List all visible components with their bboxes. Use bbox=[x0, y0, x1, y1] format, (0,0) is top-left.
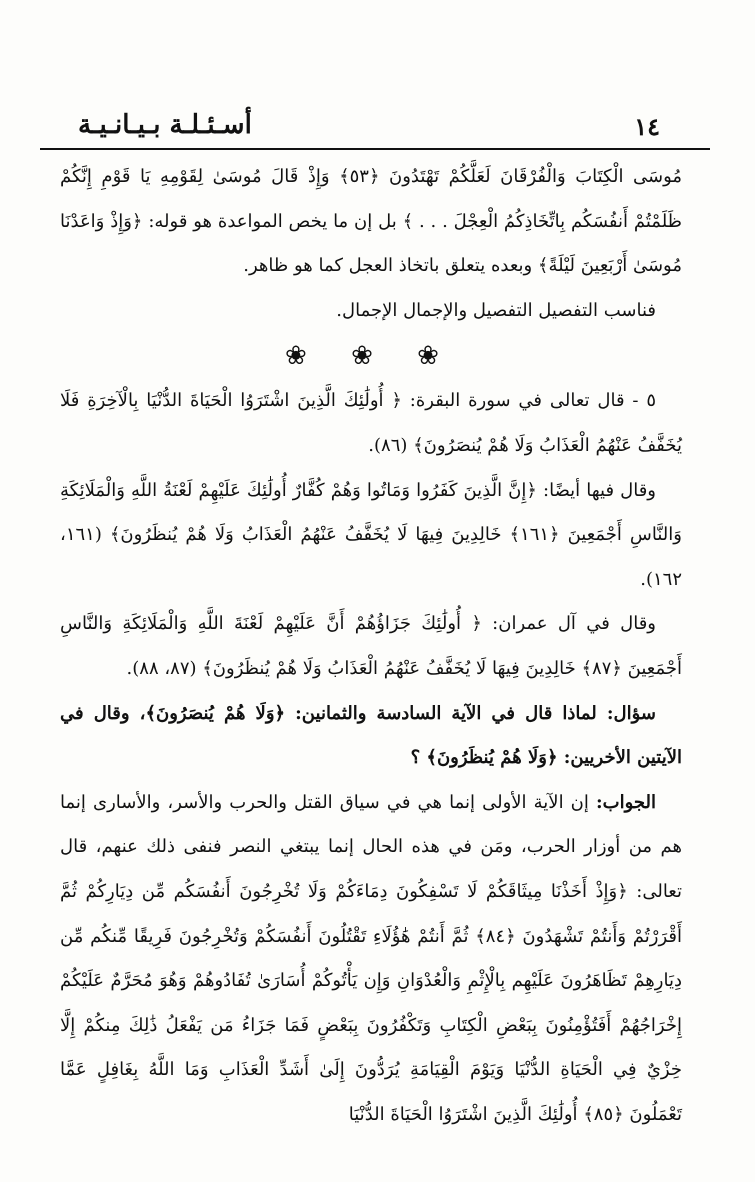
page-header bbox=[40, 108, 710, 150]
paragraph-3: ٥ - قال تعالى في سورة البقرة: ﴿ أُولَٰئِكَ الَّذِينَ اشْتَرَوُا الْحَيَاةَ الدُّنْيَا بِالْآخِرَةِ فَلَا يُخَفَّفُ عَنْهُمُ الْعَذَابُ وَلَا هُمْ يُنصَرُونَ﴾ (٨٦). bbox=[60, 390, 682, 456]
page-number: ١٤ bbox=[634, 112, 660, 141]
answer-label: الجواب: bbox=[595, 791, 656, 813]
question-text: لماذا قال في الآية السادسة والثمانين: ﴿وَلَا هُمْ يُنصَرُونَ﴾، وقال في الآيتين الأخريين: ﴿وَلَا هُمْ يُنظَرُونَ﴾ ؟ bbox=[60, 702, 682, 769]
flower-ornament-icon: ❀ ❀ ❀ bbox=[285, 341, 457, 372]
running-title: أسـئـلـة بـيـانـيـة bbox=[78, 110, 252, 140]
question-paragraph bbox=[60, 692, 682, 781]
answer-text: إن الآية الأولى إنما هي في سياق القتل والحرب والأسر، والأسارى إنما هم من أوزار الحرب، ومَن في هذه الحال إنما يبتغي النصر فنفى ذلك عنهم، قال تعالى: ﴿وَإِذْ أَخَذْنَا مِيثَاقَكُمْ لَا تَسْفِكُونَ دِمَاءَكُمْ وَلَا تُخْرِجُونَ أَنفُسَكُم مِّن دِيَارِكُمْ ثُمَّ أَقْرَرْتُمْ وَأَنتُمْ تَشْهَدُونَ ﴿٨٤﴾ ثُمَّ أَنتُمْ هَٰؤُلَاءِ تَقْتُلُونَ أَنفُسَكُمْ وَتُخْرِجُونَ فَرِيقًا مِّنكُم مِّن دِيَارِهِمْ تَظَاهَرُونَ عَلَيْهِم بِالْإِثْمِ وَالْعُدْوَانِ وَإِن يَأْتُوكُمْ أُسَارَىٰ تُفَادُوهُمْ وَهُوَ مُحَرَّمٌ عَلَيْكُمْ إِخْرَاجُهُمْ أَفَتُؤْمِنُونَ بِبَعْضِ الْكِتَابِ وَتَكْفُرُونَ بِبَعْضٍ فَمَا جَزَاءُ مَن يَفْعَلُ ذَٰلِكَ مِنكُمْ إِلَّا خِزْيٌ فِي الْحَيَاةِ الدُّنْيَا وَيَوْمَ الْقِيَامَةِ يُرَدُّونَ إِلَىٰ أَشَدِّ الْعَذَابِ وَمَا اللَّهُ بِغَافِلٍ عَمَّا تَعْمَلُونَ ﴿٨٥﴾ أُولَٰئِكَ الَّذِينَ اشْتَرَوُا الْحَيَاةَ الدُّنْيَا bbox=[60, 791, 682, 1125]
question-label: سؤال: bbox=[606, 702, 656, 724]
paragraph-2: فناسب التفصيل التفصيل والإجمال الإجمال. bbox=[336, 299, 656, 321]
answer-paragraph bbox=[60, 781, 682, 1138]
paragraph-5: وقال في آل عمران: ﴿ أُولَٰئِكَ جَزَاؤُهُمْ أَنَّ عَلَيْهِمْ لَعْنَةَ اللَّهِ وَالْمَلَائِكَةِ وَالنَّاسِ أَجْمَعِينَ ﴿٨٧﴾ خَالِدِينَ فِيهَا لَا يُخَفَّفُ عَنْهُمُ الْعَذَابُ وَلَا هُمْ يُنظَرُونَ﴾ (٨٧، ٨٨). bbox=[60, 613, 682, 679]
paragraph-4: وقال فيها أيضًا: ﴿إِنَّ الَّذِينَ كَفَرُوا وَمَاتُوا وَهُمْ كُفَّارٌ أُولَٰئِكَ عَلَيْهِمْ لَعْنَةُ اللَّهِ وَالْمَلَائِكَةِ وَالنَّاسِ أَجْمَعِينَ ﴿١٦١﴾ خَالِدِينَ فِيهَا لَا يُخَفَّفُ عَنْهُمُ الْعَذَابُ وَلَا هُمْ يُنظَرُونَ﴾ (١٦١، ١٦٢). bbox=[60, 479, 682, 590]
paragraph-1: مُوسَى الْكِتَابَ وَالْفُرْقَانَ لَعَلَّكُمْ تَهْتَدُونَ ﴿٥٣﴾ وَإِذْ قَالَ مُوسَىٰ لِقَوْمِهِ يَا قَوْمِ إِنَّكُمْ ظَلَمْتُمْ أَنفُسَكُم بِاتِّخَاذِكُمُ الْعِجْلَ . . . ﴾ بل إن ما يخص المواعدة هو قوله: ﴿وَإِذْ وَاعَدْنَا مُوسَىٰ أَرْبَعِينَ لَيْلَةً﴾ وبعده يتعلق باتخاذ العجل كما هو ظاهر. bbox=[60, 166, 683, 277]
page-body bbox=[60, 155, 682, 1137]
